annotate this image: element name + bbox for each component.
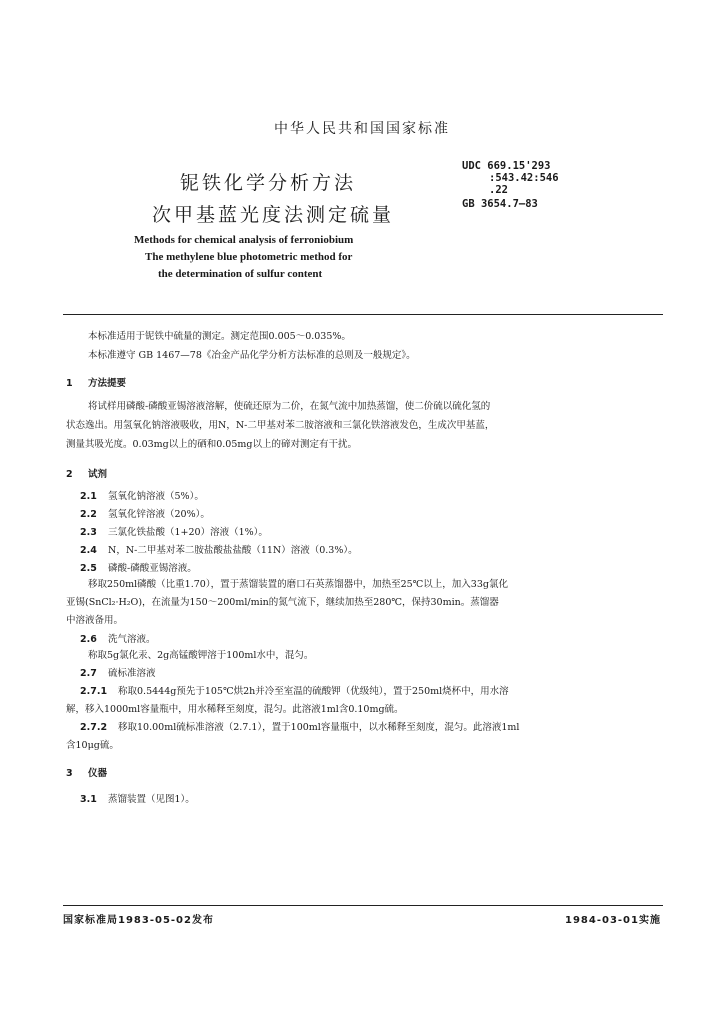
list-item <box>80 543 358 558</box>
section-1-line-2: 状态逸出。用氢氧化钠溶液吸收，用N，N-二甲基对苯二胺溶液和三氯化铁溶液发色，生成次甲基蓝， <box>66 420 495 431</box>
item-number: 2.4 <box>80 545 97 556</box>
item-number: 2.7.1 <box>80 686 108 697</box>
item-2-5-line-1: 移取250ml磷酸（比重1.70），置于蒸馏装置的磨口石英蒸馏器中，加热至25℃以上，加入33g氯化 <box>88 579 508 590</box>
item-2-6 <box>80 632 156 647</box>
udc-line-2: :543.42:546 <box>489 172 559 184</box>
section-1-number: 1 <box>66 378 73 389</box>
item-number: 2.3 <box>80 527 97 538</box>
item-text: 氢氧化锌溶液（20%）。 <box>108 509 210 520</box>
footer-divider <box>63 905 663 906</box>
item-number: 2.5 <box>80 563 97 574</box>
item-number: 2.2 <box>80 509 97 520</box>
item-number: 2.7 <box>80 668 97 679</box>
item-text: 氢氧化钠溶液（5%）。 <box>108 491 204 502</box>
title-en-line-3: the determination of sulfur content <box>158 268 323 280</box>
list-item <box>80 507 210 522</box>
section-1-heading <box>66 375 126 389</box>
title-en-line-2: The methylene blue photometric method for <box>145 251 353 263</box>
section-3-number: 3 <box>66 768 73 779</box>
udc-line-1: UDC 669.15'293 <box>462 160 551 172</box>
item-2-7-2-line-1 <box>80 720 519 735</box>
item-2-5-line-2: 亚锡(SnCl₂·H₂O)，在流量为150～200ml/min的氮气流下，继续加热至280℃，保持30min。蒸馏器 <box>66 597 499 608</box>
section-1-title: 方法提要 <box>87 378 126 389</box>
section-2-number: 2 <box>66 469 73 480</box>
item-text: 洗气溶液。 <box>108 634 156 645</box>
item-number: 3.1 <box>80 794 97 805</box>
list-item <box>80 489 204 504</box>
item-text: 蒸馏装置（见图1）。 <box>108 794 195 805</box>
item-2-6-line-1: 称取5g氯化汞、2g高锰酸钾溶于100ml水中，混匀。 <box>88 650 314 661</box>
section-1-line-1: 将试样用磷酸-磷酸亚锡溶液溶解，使硫还原为二价，在氮气流中加热蒸馏，使二价硫以硫化氢的 <box>88 401 491 412</box>
header-divider <box>63 314 663 315</box>
national-standard-label: 中华人民共和国国家标准 <box>274 121 450 137</box>
list-item <box>80 525 268 540</box>
section-1-line-3: 测量其吸光度。0.03mg以上的硒和0.05mg以上的碲对测定有干扰。 <box>66 439 357 450</box>
item-text: 磷酸-磷酸亚锡溶液。 <box>108 563 197 574</box>
effective-date: 1984-03-01实施 <box>565 915 661 926</box>
item-text: N，N-二甲基对苯二胺盐酸盐盐酸（11N）溶液（0.3%）。 <box>108 545 358 556</box>
list-item <box>80 561 197 576</box>
item-number: 2.1 <box>80 491 97 502</box>
item-2-7-2-line-2: 含10μg硫。 <box>66 740 119 751</box>
title-en-line-1: Methods for chemical analysis of ferroniobium <box>134 234 354 246</box>
section-2-heading <box>66 466 107 480</box>
section-2-title: 试剂 <box>87 469 107 480</box>
item-text: 三氯化铁盐酸（1+20）溶液（1%）。 <box>108 527 268 538</box>
item-2-7-1-line-1 <box>80 684 509 699</box>
section-3-title: 仪器 <box>87 768 107 779</box>
item-2-7-1-line-2: 解，移入1000ml容量瓶中，用水稀释至刻度，混匀。此溶液1ml含0.10mg硫。 <box>66 704 404 715</box>
item-2-5-line-3: 中溶液备用。 <box>66 615 124 626</box>
item-text: 硫标准溶液 <box>108 668 156 679</box>
title-cn-line-1: 铌铁化学分析方法 <box>180 172 357 194</box>
item-text: 称取0.5444g预先于105℃烘2h并冷至室温的硫酸钾（优级纯），置于250ml烧杯中，用水溶 <box>118 686 509 697</box>
item-2-7 <box>80 666 156 681</box>
title-cn-line-2: 次甲基蓝光度法测定硫量 <box>152 204 395 226</box>
intro-paragraph-2: 本标准遵守 GB 1467—78《冶金产品化学分析方法标准的总则及一般规定》。 <box>88 350 416 361</box>
section-3-heading <box>66 765 107 779</box>
item-3-1 <box>80 792 195 807</box>
item-number: 2.6 <box>80 634 97 645</box>
item-text: 移取10.00ml硫标准溶液（2.7.1），置于100ml容量瓶中，以水稀释至刻度，混匀。此溶液1ml <box>118 722 520 733</box>
item-number: 2.7.2 <box>80 722 108 733</box>
issue-date: 国家标准局1983-05-02发布 <box>63 915 214 926</box>
gb-number: GB 3654.7—83 <box>462 198 538 210</box>
udc-line-3: .22 <box>489 184 508 196</box>
intro-paragraph-1: 本标准适用于铌铁中硫量的测定。测定范围0.005～0.035%。 <box>88 331 351 342</box>
